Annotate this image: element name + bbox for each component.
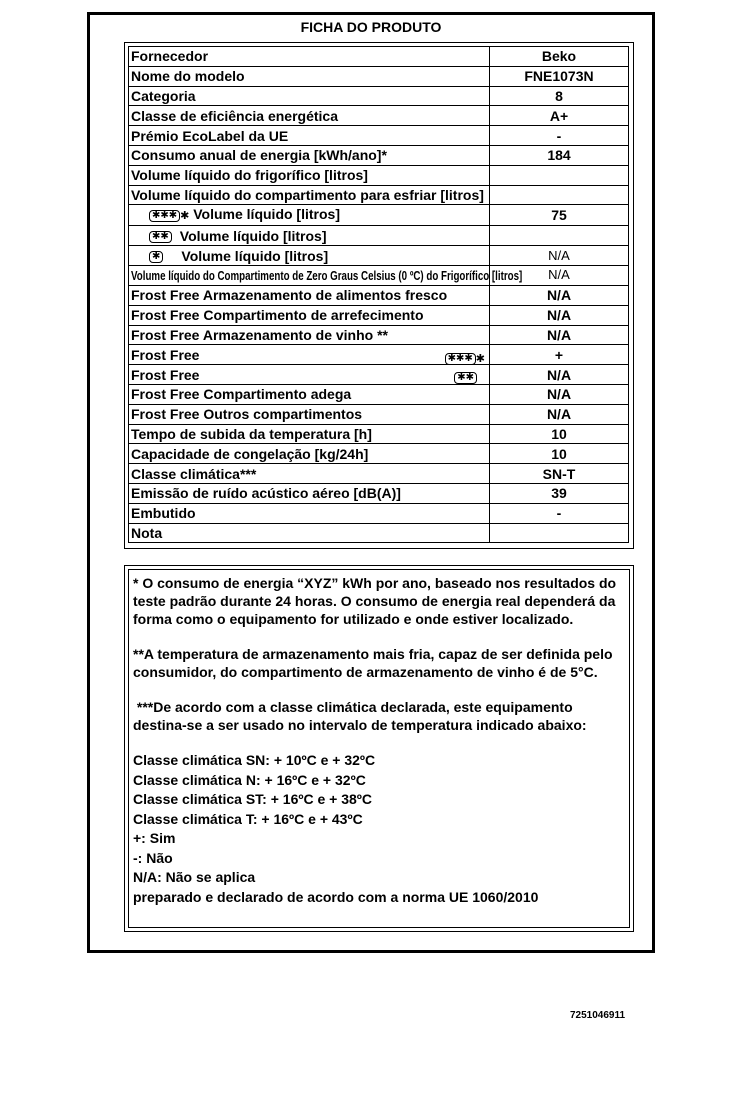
notes-frame — [124, 565, 634, 932]
row-label: Frost Free Armazenamento de alimentos fresco — [129, 285, 490, 305]
row-value: - — [490, 126, 629, 146]
row-label-stars — [129, 365, 490, 385]
note-line: +: Sim — [133, 830, 176, 846]
notes-box — [128, 569, 630, 928]
table-row — [129, 285, 629, 305]
row-label-stars — [129, 246, 490, 266]
table-row — [129, 145, 629, 165]
row-label: Prémio EcoLabel da UE — [129, 126, 490, 146]
product-sheet — [87, 12, 655, 953]
row-label: Volume líquido do frigorífico [litros] — [129, 165, 490, 185]
table-row — [129, 365, 629, 385]
note-line: N/A: Não se aplica — [133, 869, 256, 885]
row-value — [490, 523, 629, 543]
table-row — [129, 483, 629, 503]
row-value: N/A — [490, 305, 629, 325]
table-row — [129, 305, 629, 325]
row-value: 184 — [490, 145, 629, 165]
document-number: 7251046911 — [570, 1010, 626, 1021]
row-label: Frost Free — [131, 366, 200, 383]
row-label: Volume líquido [litros] — [181, 247, 329, 264]
table-row — [129, 226, 629, 246]
table-row — [129, 185, 629, 205]
table-row — [129, 106, 629, 126]
row-value: 10 — [490, 444, 629, 464]
table-row — [129, 205, 629, 226]
row-label: Frost Free Outros compartimentos — [129, 404, 490, 424]
row-label: Embutido — [129, 503, 490, 523]
row-value: + — [490, 345, 629, 365]
row-value: FNE1073N — [490, 66, 629, 86]
table-row — [129, 404, 629, 424]
table-row — [129, 246, 629, 266]
star-icon: ✱ — [180, 210, 190, 223]
note-energy: * O consumo de energia “XYZ” kWh por ano, baseado nos resultados do teste padrão durante 24 horas. O consumo de energia real dependerá da forma como o equipamento for utilizado e onde estiver localizado. — [133, 575, 617, 627]
note-wine-temperature: **A temperatura de armazenamento mais fria, capaz de ser definida pelo consumidor, do compartimento de armazenamento de vinho é de 5°C. — [133, 646, 613, 680]
row-label: Tempo de subida da temperatura [h] — [129, 424, 490, 444]
row-label-stars — [129, 226, 490, 246]
three-star-icon: ✱✱✱ — [445, 353, 476, 365]
table-row — [129, 126, 629, 146]
note-line: Classe climática T: + 16ºC e + 43ºC — [133, 810, 363, 827]
row-label: Fornecedor — [129, 47, 490, 67]
row-label: Classe climática*** — [129, 464, 490, 484]
row-value: Beko — [490, 47, 629, 67]
row-value: N/A — [490, 325, 629, 345]
table-row — [129, 384, 629, 404]
table-row — [129, 424, 629, 444]
table-row — [129, 66, 629, 86]
row-label: Frost Free Compartimento de arrefecimento — [129, 305, 490, 325]
row-label: Volume líquido [litros] — [193, 206, 340, 223]
row-value: N/A — [490, 265, 629, 285]
row-label: Categoria — [129, 86, 490, 106]
row-value — [490, 165, 629, 185]
table-row — [129, 165, 629, 185]
row-value: 75 — [490, 205, 629, 226]
two-star-icon: ✱✱ — [149, 231, 172, 243]
row-value: A+ — [490, 106, 629, 126]
row-label: Frost Free Armazenamento de vinho ** — [129, 325, 490, 345]
frost-stars — [454, 368, 477, 386]
star-icon: ✱ — [475, 353, 485, 366]
row-label: Frost Free Compartimento adega — [129, 384, 490, 404]
table-row — [129, 523, 629, 543]
note-line: preparado e declarado de acordo com a norma UE 1060/2010 — [133, 888, 539, 905]
table-row — [129, 86, 629, 106]
note-line: Classe climática ST: + 16ºC e + 38ºC — [133, 791, 373, 807]
row-label: Nota — [129, 523, 490, 543]
note-line: Classe climática N: + 16ºC e + 32ºC — [133, 771, 366, 788]
row-label: Classe de eficiência energética — [129, 106, 490, 126]
table-row — [129, 325, 629, 345]
row-value: N/A — [490, 404, 629, 424]
three-star-icon: ✱✱✱ — [149, 210, 180, 222]
row-value: N/A — [490, 285, 629, 305]
row-label-stars — [129, 345, 490, 365]
row-label: Volume líquido do compartimento para esfriar [litros] — [129, 185, 490, 205]
row-label: Nome do modelo — [129, 66, 490, 86]
row-label-narrow — [129, 265, 523, 285]
spec-table — [128, 46, 629, 543]
spec-table-frame — [124, 42, 634, 549]
table-row — [129, 444, 629, 464]
row-label-stars — [129, 205, 490, 226]
note-line: Classe climática SN: + 10ºC e + 32ºC — [133, 752, 376, 768]
page-title: FICHA DO PRODUTO — [300, 19, 442, 35]
table-row — [129, 47, 629, 67]
row-value — [490, 226, 629, 246]
row-label: Emissão de ruído acústico aéreo [dB(A)] — [129, 483, 490, 503]
row-value: 39 — [490, 483, 629, 503]
note-line: -: Não — [133, 849, 173, 866]
row-value: N/A — [490, 246, 629, 266]
row-value: 10 — [490, 424, 629, 444]
two-star-icon: ✱✱ — [454, 372, 477, 384]
row-label: Volume líquido [litros] — [179, 227, 327, 244]
table-row — [129, 464, 629, 484]
table-row — [129, 345, 629, 365]
row-value: - — [490, 503, 629, 523]
one-star-icon: ✱ — [149, 251, 163, 263]
row-label: Volume líquido do Compartimento de Zero Graus Celsius (0 ºC) do Frigorífico [litros] — [131, 268, 523, 283]
row-label: Consumo anual de energia [kWh/ano]* — [129, 145, 490, 165]
row-value: N/A — [490, 365, 629, 385]
row-value — [490, 185, 629, 205]
row-label: Capacidade de congelação [kg/24h] — [129, 444, 490, 464]
row-label: Frost Free — [131, 346, 200, 363]
table-row — [129, 503, 629, 523]
row-value: 8 — [490, 86, 629, 106]
note-climate-class: ***De acordo com a classe climática declarada, este equipamento destina-se a ser usado no intervalo de temperatura indicado abaixo: — [133, 699, 587, 733]
row-value: N/A — [490, 384, 629, 404]
table-row — [129, 265, 629, 285]
row-value: SN-T — [490, 464, 629, 484]
